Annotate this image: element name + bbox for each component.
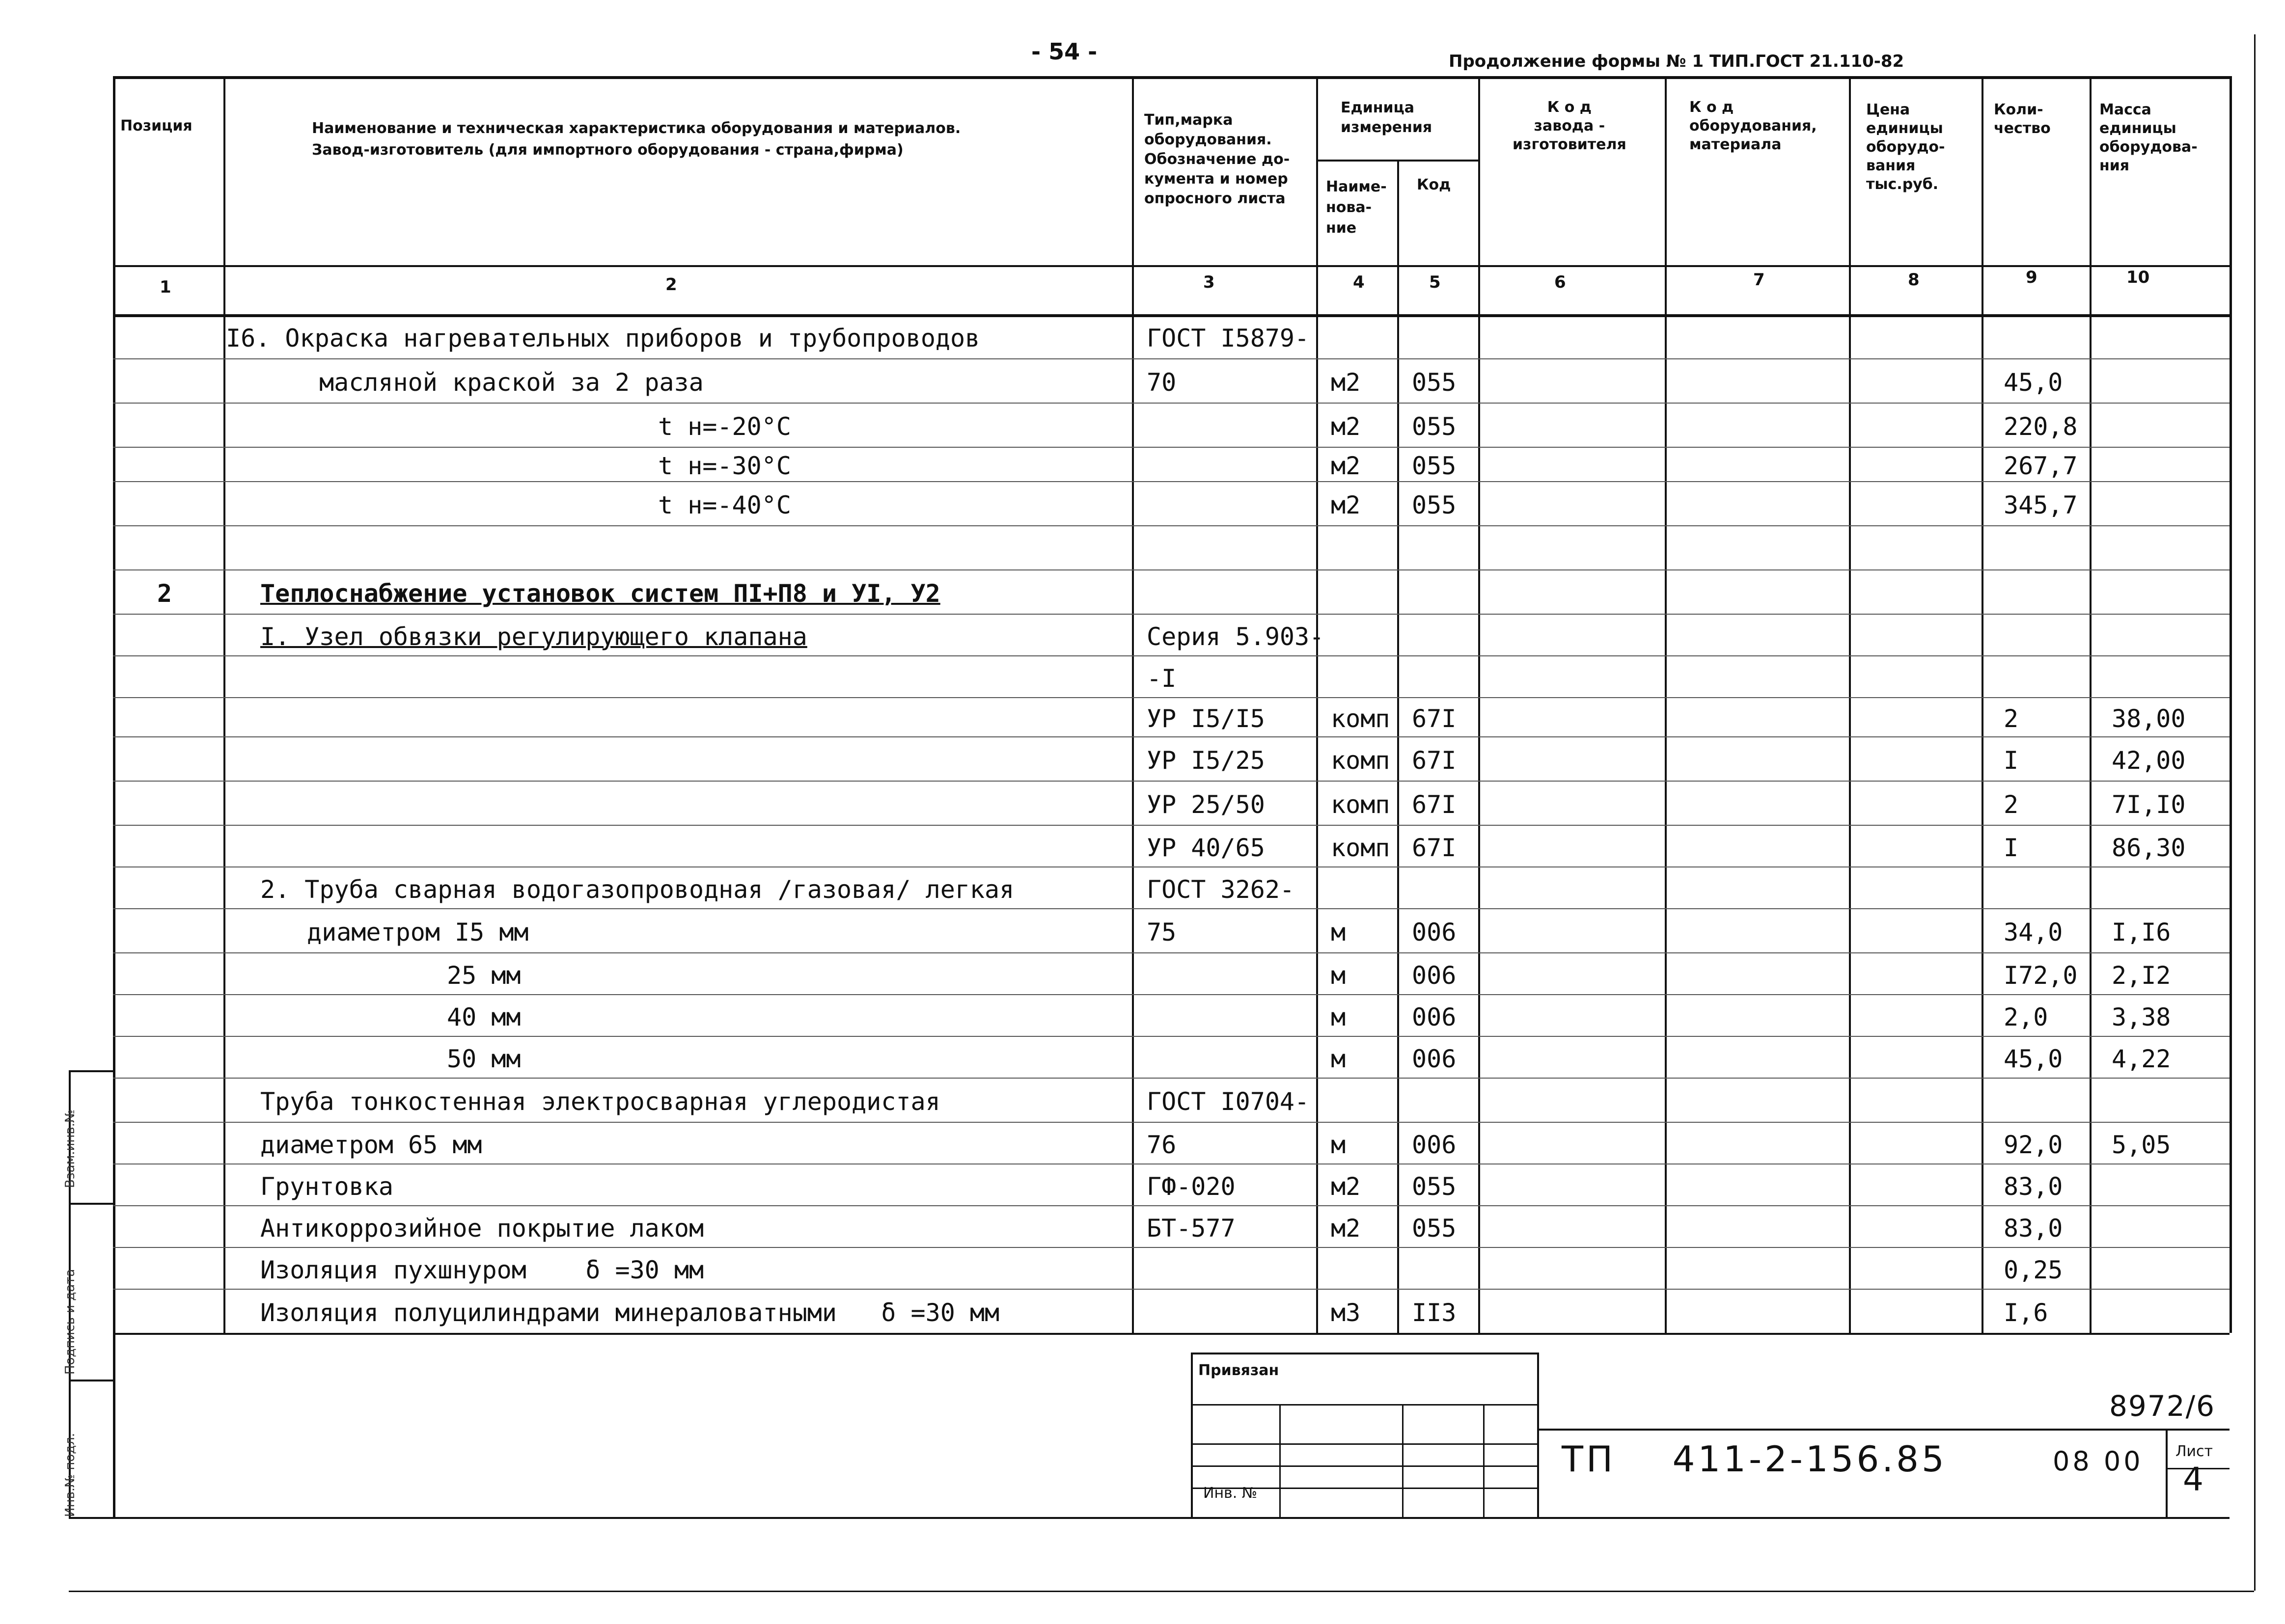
cell-name: диаметром I5 мм [307,918,529,947]
cell-code: 67I [1412,833,1457,862]
cell-code: 006 [1412,1002,1457,1031]
column-divider [1665,79,1667,1333]
side-label-vzam: Взам.инв.№ [63,1110,78,1188]
cell-type: -I [1147,664,1177,693]
stamp-row [1191,1465,1537,1467]
cell-name: I6. Окраска нагревательных приборов и трубопроводов [226,324,980,352]
stamp-privyazan: Привязан [1198,1362,1279,1379]
cell-mass: 3,38 [2112,1002,2171,1031]
row-divider [113,358,2230,359]
header-maker-code: К о д завода - изготовителя [1513,99,1626,153]
cell-qty: 2 [2004,704,2019,733]
table-right-border [2230,76,2232,1333]
cell-mass: 2,I2 [2112,961,2171,990]
cell-qty: I [2004,833,2019,862]
side-label-inv: Инв.№ подл. [63,1433,78,1517]
side-stub-top [69,1070,113,1072]
cell-qty: I,6 [2004,1299,2048,1327]
list-number: 4 [2183,1461,2206,1498]
row-divider [113,1247,2230,1248]
cell-mass: 7I,I0 [2112,790,2186,819]
cell-qty: 220,8 [2004,412,2078,441]
page-lower-rule [69,1591,2254,1592]
page-right-rule [2254,34,2256,1591]
cell-unit: комп [1331,704,1390,733]
cell-name: t н=-40°С [658,491,791,519]
row-divider [113,866,2230,867]
cell-code: 67I [1412,704,1457,733]
cell-type: УР I5/I5 [1147,704,1265,733]
cell-name: Антикоррозийное покрытие лаком [260,1214,704,1243]
cell-name: Изоляция пухшнуром δ =30 мм [260,1255,704,1284]
sheet-suffix: 08 00 [2053,1446,2144,1477]
cell-code: 006 [1412,1044,1457,1073]
col-number-1: 1 [160,277,171,297]
cell-name: 50 мм [447,1044,521,1073]
cell-code: 006 [1412,918,1457,947]
cell-name: 2. Труба сварная водогазопроводная /газовая/ легкая [260,875,1015,904]
stamp-col [1402,1404,1404,1517]
col-number-5: 5 [1429,272,1441,292]
cell-type: ГОСТ 3262- [1147,875,1295,904]
row-divider [113,481,2230,482]
cell-type: ГОСТ I0704- [1147,1087,1310,1116]
list-label: Лист [2175,1443,2213,1460]
cell-pos: 2 [157,579,172,608]
cell-name: Теплоснабжение установок систем ПI+П8 и УI, У2 [260,579,940,608]
cell-type: ГФ-020 [1147,1172,1236,1201]
column-divider [1478,79,1480,1333]
column-divider [1132,79,1134,1333]
stamp-row [1191,1443,1537,1445]
archive-number: 8972/6 [2109,1389,2216,1423]
cell-unit: м [1331,1002,1346,1031]
cell-code: 055 [1412,368,1457,397]
cell-unit: м2 [1331,452,1361,480]
cell-type: ГОСТ I5879- [1147,324,1310,352]
cell-code: 055 [1412,412,1457,441]
header-name: Наименование и техническая характеристика оборудования и материалов. Завод-изготовитель (для импортного оборудования - страна,фирма) [312,120,961,159]
row-divider [113,781,2230,782]
cell-name: 25 мм [447,961,521,990]
cell-unit: м2 [1331,1172,1361,1201]
header-quantity: Коли- чество [1994,101,2051,137]
cell-qty: 92,0 [2004,1130,2063,1159]
cell-unit: м [1331,918,1346,947]
stamp-col [1483,1404,1485,1517]
side-label-podpis: Подпись и дата [63,1269,78,1375]
cell-unit: комп [1331,833,1390,862]
cell-qty: 34,0 [2004,918,2063,947]
cell-name: I. Узел обвязки регулирующего клапана [260,622,807,651]
row-divider [113,825,2230,826]
side-stub-low [69,1380,113,1381]
cell-code: II3 [1412,1299,1457,1327]
cell-mass: 42,00 [2112,746,2186,775]
cell-code: 67I [1412,790,1457,819]
cell-unit: комп [1331,746,1390,775]
column-divider [223,79,225,1333]
numbers-bottom-border [113,314,2230,317]
cell-qty: I [2004,746,2019,775]
header-bottom-border [113,265,2230,267]
list-cell-left [2166,1429,2168,1517]
row-divider [113,1036,2230,1037]
col-number-4: 4 [1353,272,1365,292]
cell-unit: комп [1331,790,1390,819]
cell-code: 055 [1412,1172,1457,1201]
column-divider [1849,79,1851,1333]
cell-unit: м3 [1331,1299,1361,1327]
column-divider [2090,79,2092,1333]
cell-qty: 267,7 [2004,452,2078,480]
cell-mass: I,I6 [2112,918,2171,947]
row-divider [113,569,2230,570]
cell-code: 006 [1412,1130,1457,1159]
row-divider [113,1205,2230,1206]
column-divider [1982,79,1983,1333]
page-bottom-frame [69,1517,2230,1519]
cell-qty: 45,0 [2004,368,2063,397]
cell-unit: м2 [1331,368,1361,397]
header-price: Цена единицы оборудо- вания тыс.руб. [1866,101,1945,193]
col-number-9: 9 [2026,268,2037,287]
cell-type: 75 [1147,918,1177,947]
col-number-6: 6 [1554,272,1566,292]
row-divider [113,994,2230,995]
header-unit: Единица измерения [1341,99,1432,136]
cell-mass: 5,05 [2112,1130,2171,1159]
header-unit-name: Наиме- нова- ние [1326,178,1387,237]
cell-name: 40 мм [447,1002,521,1031]
column-divider [1397,160,1399,1333]
row-divider [113,1289,2230,1290]
cell-type: 70 [1147,368,1177,397]
cell-qty: I72,0 [2004,961,2078,990]
stamp-left [1191,1353,1193,1517]
cell-mass: 38,00 [2112,704,2186,733]
cell-mass: 86,30 [2112,833,2186,862]
cell-qty: 0,25 [2004,1255,2063,1284]
side-stub-mid [69,1203,113,1205]
row-divider [113,952,2230,953]
cell-code: 055 [1412,452,1457,480]
cell-unit: м [1331,1130,1346,1159]
col-number-2: 2 [665,275,677,295]
header-material-code: К о д оборудования, материала [1689,99,1817,153]
cell-unit: м [1331,961,1346,990]
col-number-3: 3 [1203,272,1215,292]
header-type: Тип,марка оборудования. Обозначение до- кумента и номер опросного листа [1144,111,1290,207]
cell-unit: м2 [1331,412,1361,441]
cell-unit: м2 [1331,491,1361,519]
title-block-top [1537,1429,2230,1431]
row-divider [113,525,2230,526]
col-number-7: 7 [1753,270,1765,290]
cell-type: БТ-577 [1147,1214,1236,1243]
cell-type: Серия 5.903- [1147,622,1324,651]
cell-qty: 345,7 [2004,491,2078,519]
col-number-10: 10 [2126,268,2150,287]
stamp-col [1279,1404,1281,1517]
row-divider [113,736,2230,737]
row-divider [113,655,2230,656]
table-top-border [113,76,2230,79]
cell-type: УР 25/50 [1147,790,1265,819]
cell-unit: м2 [1331,1214,1361,1243]
cell-type: УР I5/25 [1147,746,1265,775]
cell-name: Грунтовка [260,1172,393,1201]
cell-name: Изоляция полуцилиндрами минераловатными δ =30 мм [260,1299,1000,1327]
doc-code: ТП 411-2-156.85 [1562,1438,1947,1480]
row-divider [113,447,2230,448]
row-divider [113,1122,2230,1123]
row-divider [113,1078,2230,1079]
stamp-top [1191,1353,1537,1354]
row-divider [113,697,2230,698]
col-number-8: 8 [1908,270,1920,290]
table-bottom-border [113,1333,2230,1335]
cell-type: 76 [1147,1130,1177,1159]
cell-name: t н=-20°С [658,412,791,441]
row-divider [113,614,2230,615]
stamp-right [1537,1353,1539,1517]
page-number: - 54 - [1031,38,1098,65]
cell-qty: 2,0 [2004,1002,2048,1031]
stamp-inv-number: Инв. № [1203,1485,1258,1502]
cell-code: 67I [1412,746,1457,775]
cell-type: УР 40/65 [1147,833,1265,862]
form-caption: Продолжение формы № 1 ТИП.ГОСТ 21.110-82 [1449,52,1904,71]
cell-name: Труба тонкостенная электросварная углеродистая [260,1087,940,1116]
cell-qty: 83,0 [2004,1214,2063,1243]
stamp-row [1191,1404,1537,1406]
header-unit-code: Код [1417,176,1451,193]
cell-name: диаметром 65 мм [260,1130,482,1159]
header-position: Позиция [120,117,193,135]
cell-qty: 83,0 [2004,1172,2063,1201]
cell-unit: м [1331,1044,1346,1073]
cell-mass: 4,22 [2112,1044,2171,1073]
cell-code: 006 [1412,961,1457,990]
cell-qty: 45,0 [2004,1044,2063,1073]
column-divider [1316,79,1318,1333]
cell-name: масляной краской за 2 раза [319,368,704,397]
row-divider [113,403,2230,404]
header-mass: Масса единицы оборудова- ния [2099,101,2198,174]
table-left-border [113,76,115,1517]
cell-code: 055 [1412,491,1457,519]
cell-qty: 2 [2004,790,2019,819]
cell-name: t н=-30°С [658,452,791,480]
cell-code: 055 [1412,1214,1457,1243]
row-divider [113,908,2230,909]
